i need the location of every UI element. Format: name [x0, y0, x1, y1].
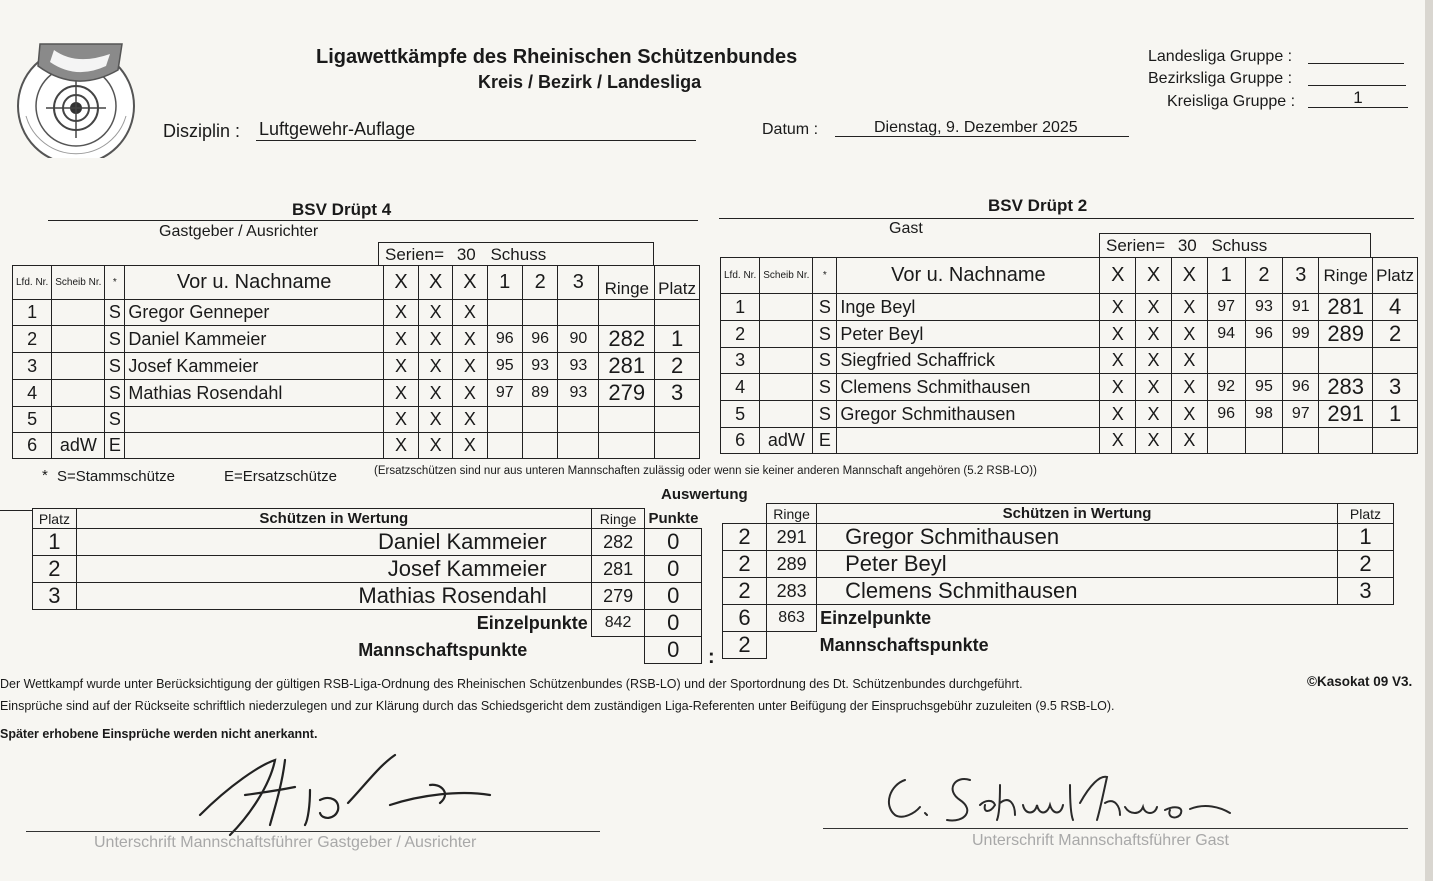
- mannschaft-row: [33, 637, 702, 664]
- guest-einzel-ringe: 863: [767, 605, 817, 632]
- col-x3: X: [453, 266, 487, 300]
- home-einzel-punkte: 0: [645, 610, 702, 637]
- association-logo: [14, 36, 140, 158]
- col-s2: 2: [522, 266, 557, 300]
- home-roster-table: [12, 265, 700, 459]
- guest-roster-table: [720, 257, 1418, 454]
- table-row: 6 adW E X X X: [13, 433, 700, 459]
- table-row: 2 Josef Kammeier 281 0: [33, 556, 702, 583]
- table-row: 5 S X X X: [13, 407, 700, 433]
- table-row: 2 289 Peter Beyl 2: [723, 551, 1394, 578]
- mannschaft-label-home: Mannschaftspunkte: [358, 639, 528, 660]
- col-star: *: [105, 266, 125, 300]
- col-name: Vor u. Nachname: [125, 266, 384, 300]
- col-x1: X: [383, 266, 418, 300]
- landesliga-label: Landesliga Gruppe :: [1148, 48, 1293, 65]
- home-series-header: Serien= 30 Schuss: [378, 242, 654, 266]
- col-ringe: Ringe: [1319, 258, 1373, 294]
- einzel-label-home: Einzelpunkte: [476, 612, 588, 633]
- col-schuetzen: Schützen in Wertung: [817, 504, 1338, 524]
- guest-team-name: BSV Drüpt 2: [988, 196, 1088, 215]
- table-row: 2 283 Clemens Schmithausen 3: [723, 578, 1394, 605]
- kreisliga-label: Kreisliga Gruppe :: [1167, 93, 1296, 110]
- col-x2: X: [419, 266, 453, 300]
- col-ringe: Ringe: [767, 504, 817, 524]
- guest-einzel-punkte: 6: [723, 605, 767, 632]
- document-subtitle: Kreis / Bezirk / Landesliga: [478, 72, 702, 92]
- home-team-role: Gastgeber / Ausrichter: [159, 223, 319, 240]
- einzel-row: [33, 610, 702, 637]
- home-team-name: BSV Drüpt 4: [292, 200, 392, 219]
- home-einzel-ringe: 842: [591, 610, 645, 637]
- col-lfd: Lfd. Nr.: [13, 266, 52, 300]
- table-row: 3 S Josef Kammeier X X X 95 93 93 281 2: [13, 353, 700, 380]
- einzel-label-guest: Einzelpunkte: [820, 607, 932, 628]
- table-row: 1 S Gregor Genneper X X X: [13, 300, 700, 326]
- legend-note: (Ersatzschützen sind nur aus unteren Mannschaften zulässig oder wenn sie keiner anderen Mannschaft angehören (5.2 RSB-LO)): [374, 465, 1037, 477]
- col-platz: Platz: [655, 266, 700, 300]
- col-scheib: Scheib Nr.: [760, 258, 813, 294]
- table-row: 1 S Inge Beyl X X X 97 93 91 281 4: [721, 294, 1418, 321]
- col-star: *: [813, 258, 837, 294]
- evaluation-header: [723, 504, 1394, 524]
- col-x2: X: [1136, 258, 1172, 294]
- mannschaft-label-guest: Mannschaftspunkte: [819, 634, 989, 655]
- legend-ersatz: E=Ersatzschütze: [224, 468, 337, 485]
- col-name: Vor u. Nachname: [837, 258, 1100, 294]
- guest-mannschaftspunkte: 2: [723, 632, 767, 659]
- col-platz: Platz: [1373, 258, 1418, 294]
- col-platz: Platz: [33, 509, 77, 529]
- col-s1: 1: [1207, 258, 1245, 294]
- col-s3: 3: [558, 266, 599, 300]
- legend-stamm: S=Stammschütze: [57, 468, 175, 485]
- guest-roster-header: [721, 258, 1418, 294]
- table-row: 2 S Daniel Kammeier X X X 96 96 90 282 1: [13, 326, 700, 353]
- table-row: 4 S Clemens Schmithausen X X X 92 95 96 283 3: [721, 374, 1418, 401]
- footer-line-3: Später erhobene Einsprüche werden nicht anerkannt.: [0, 727, 318, 741]
- col-scheib: Scheib Nr.: [52, 266, 105, 300]
- col-punkte: Punkte: [648, 509, 699, 527]
- home-signature-label: Unterschrift Mannschaftsführer Gastgeber / Ausrichter: [94, 834, 477, 851]
- kreisliga-value: 1: [1353, 88, 1363, 107]
- table-row: 6 adW E X X X: [721, 428, 1418, 454]
- home-roster-header: [13, 266, 700, 300]
- score-separator: :: [708, 646, 715, 668]
- table-row: 2 291 Gregor Schmithausen 1: [723, 524, 1394, 551]
- legend-star: *: [42, 467, 48, 484]
- col-ringe: Ringe: [599, 266, 655, 300]
- col-x1: X: [1100, 258, 1136, 294]
- col-lfd: Lfd. Nr.: [721, 258, 760, 294]
- guest-series-header: Serien= 30 Schuss: [1099, 233, 1371, 257]
- bezirksliga-label: Bezirksliga Gruppe :: [1148, 70, 1293, 87]
- document-title: Ligawettkämpfe des Rheinischen Schützenbundes: [316, 46, 798, 68]
- table-row: 5 S Gregor Schmithausen X X X 96 98 97 291 1: [721, 401, 1418, 428]
- discipline-label: Disziplin :: [163, 121, 241, 141]
- col-platz: Platz: [1337, 504, 1393, 524]
- date-label: Datum :: [762, 121, 819, 138]
- date-value: Dienstag, 9. Dezember 2025: [874, 119, 1078, 136]
- home-mannschaftspunkte: 0: [645, 637, 702, 664]
- col-schuetzen: Schützen in Wertung: [76, 509, 591, 529]
- mannschaft-row: [723, 632, 1394, 659]
- col-s1: 1: [487, 266, 522, 300]
- col-s3: 3: [1283, 258, 1319, 294]
- einzel-row: [723, 605, 1394, 632]
- guest-signature-label: Unterschrift Mannschaftsführer Gast: [972, 832, 1229, 849]
- footer-line-1: Der Wettkampf wurde unter Berücksichtigung der gültigen RSB-Liga-Ordnung des Rheinischen Schützenbundes (RSB-LO) und der Sportordnung des Dt. Schützenbundes durchgeführt.: [0, 677, 1023, 691]
- guest-team-role: Gast: [889, 220, 923, 237]
- table-row: 4 S Mathias Rosendahl X X X 97 89 93 279 3: [13, 380, 700, 407]
- table-row: 2 S Peter Beyl X X X 94 96 99 289 2: [721, 321, 1418, 348]
- copyright: ©Kasokat 09 V3.: [1307, 674, 1413, 689]
- guest-evaluation-table: [722, 503, 1394, 659]
- col-x3: X: [1171, 258, 1207, 294]
- evaluation-title: Auswertung: [661, 486, 748, 503]
- table-row: 3 Mathias Rosendahl 279 0: [33, 583, 702, 610]
- table-row: 3 S Siegfried Schaffrick X X X: [721, 348, 1418, 374]
- evaluation-header: [33, 509, 702, 529]
- guest-signature: [875, 765, 1255, 835]
- home-evaluation-table: [32, 508, 702, 664]
- discipline-value: Luftgewehr-Auflage: [259, 119, 416, 139]
- footer-line-2: Einsprüche sind auf der Rückseite schriftlich niederzulegen und zur Klärung durch das Schiedsgericht dem zuständigen Liga-Referenten unter Beifügung der Einspruchsgebühr zuzuleiten (9.5 RSB-LO).: [0, 699, 1115, 713]
- table-row: 1 Daniel Kammeier 282 0: [33, 529, 702, 556]
- col-s2: 2: [1245, 258, 1283, 294]
- col-ringe: Ringe: [591, 509, 645, 529]
